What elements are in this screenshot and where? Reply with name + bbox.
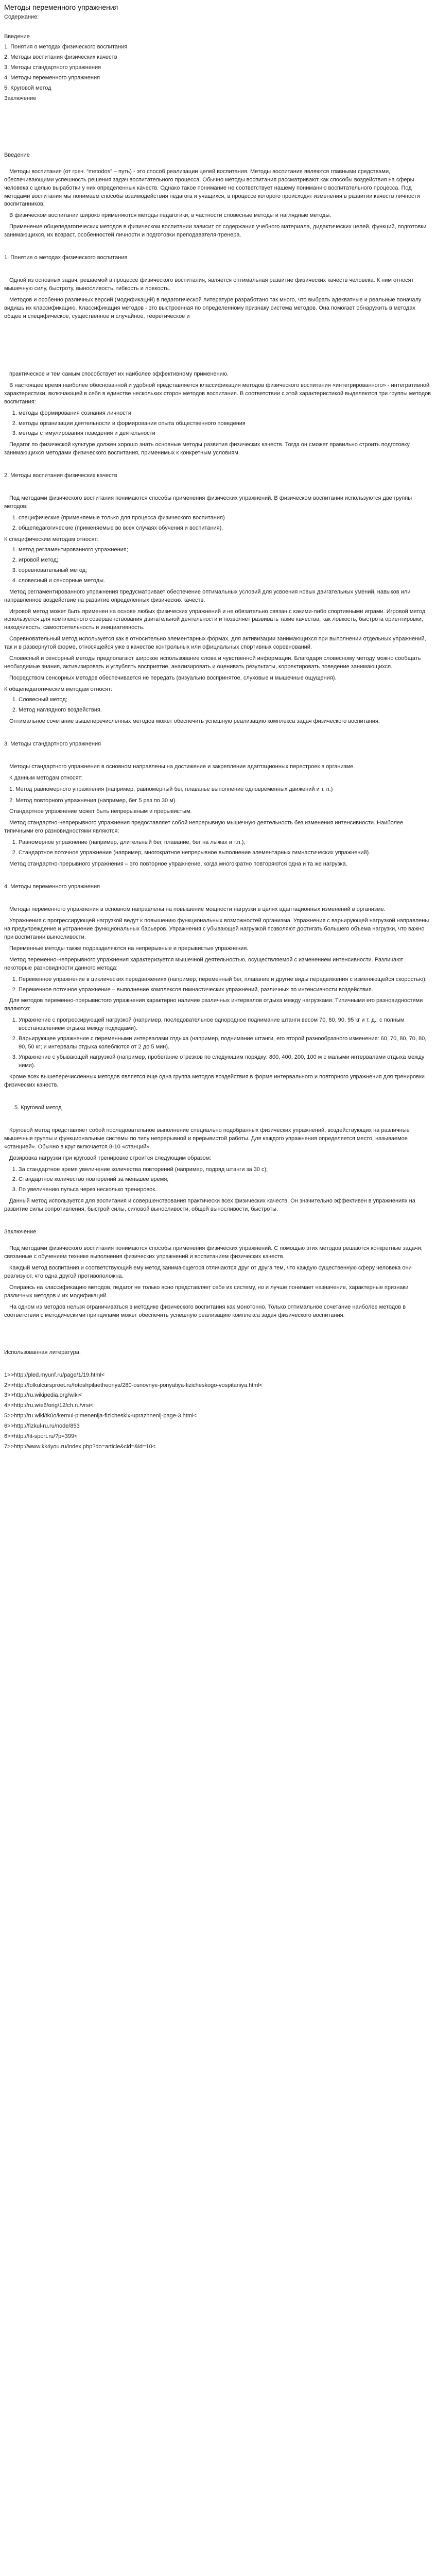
paragraph: К специфическим методам относят: bbox=[4, 536, 99, 543]
paragraph: Под методами физического воспитания понимаются способы применения физических упражнений. С помощью этих методов решаются конкретные задачи, связанные с обучением технике выполнения физических упражнений и воспитанием физических качеств. bbox=[4, 1245, 423, 1260]
paragraph: В физическом воспитании широко применяются методы педагогики, в частности словесные методы и наглядные методы. bbox=[9, 212, 332, 219]
section-heading: 4. Методы переменного упражнения bbox=[4, 884, 100, 890]
list-item: 1. Упражнение с прогрессирующей нагрузкой (например, последовательное однородное поднимание штанги весом 70, 80, 90, 95 кг и т. д., с полным восстановлением отдыха между подходами). bbox=[19, 1016, 432, 1033]
methods-list bbox=[4, 410, 432, 438]
reference-link[interactable]: 4>>http://ru.w/e6/orig/12/ch.ru/vrsi< bbox=[4, 1402, 94, 1409]
table-of-contents bbox=[4, 33, 432, 103]
toc-item[interactable]: 1. Понятия о методах физического воспитания bbox=[4, 44, 128, 50]
methods-list bbox=[4, 976, 432, 994]
list-item: 3. По увеличению пульса через несколько тренировок. bbox=[19, 1186, 432, 1194]
reference-link[interactable]: 6>>http://fizkul-ru.ru/node/853 bbox=[4, 1423, 80, 1430]
section-heading: 2. Методы воспитания физических качеств bbox=[4, 472, 117, 479]
list-item: 1. Метод равномерного упражнения (например, равномерный бег, плаванье выполнение одновременных движений и т. п.) bbox=[9, 786, 333, 792]
section-intro bbox=[4, 151, 432, 240]
list-item: 1. методы формирования сознания личности bbox=[19, 410, 432, 418]
list-item: 1. Переменное упражнение в циклических передвижениях (например, переменный бег, плавание и другие виды передвижения с изменяющейся скоростью); bbox=[19, 976, 432, 984]
list-item: 1. Равномерное упражнение (например, длительный бег, плавание, бег на лыжах и т.п.); bbox=[19, 839, 432, 847]
paragraph: Для методов переменно-прерывистого упражнения характерно наличие различных интервалов отдыха между нагрузками. Типичными его разновидностями являются: bbox=[4, 997, 423, 1012]
list-item: 2. Стандартное количество повторений за меньшее время; bbox=[19, 1176, 432, 1184]
paragraph: На одном из методов нельзя ограничиваться в методике физического воспитания как монотонно. Только оптимальное сочетание наиболее методов в соответствии с методическими принципами может обеспечить успешную реализацию комплекса задач физического воспитания. bbox=[4, 1303, 406, 1318]
list-item: 1. метод регламентированного упражнения; bbox=[19, 546, 432, 554]
methods-list bbox=[4, 514, 432, 533]
section-heading: Введение bbox=[4, 151, 30, 158]
paragraph: Метод регламентированного упражнения предусматривает обеспечение оптимальных условий для усвоения новых двигательных умений, навыков или направленное воздействие на развитие определенных физических качеств. bbox=[4, 588, 411, 603]
list-item: 2. Метод наглядного воздействия. bbox=[19, 706, 432, 715]
list-item: 3. соревновательный метод; bbox=[19, 567, 432, 575]
section-5 bbox=[4, 1104, 432, 1214]
paragraph: практическое и тем самым способствует их наиболее эффективному применению. bbox=[9, 370, 229, 377]
paragraph: Метод переменно-непрерывного упражнения характеризуется мышечной деятельностью, осуществляемой с изменением интенсивности. Различают некоторые разновидности данного метода: bbox=[4, 956, 404, 971]
paragraph: Методов и особенно различных версий (модификаций) в педагогической литературе разработано так много, что выбрать адекватные и реальные поначалу видишь их классификацию. Классификация методов - это выстроенная по определенному признаку система методов. Она помогает обнаружить в методах общее и специфическое, существенное и случайное, теоретическое и bbox=[4, 297, 422, 319]
list-item: 2. Метод повторного упражнения (например, бег 5 раз по 30 м). bbox=[9, 797, 177, 804]
reference-link[interactable]: 1>>http://pled.myunf.ru/page/1/19.html< bbox=[4, 1371, 105, 1378]
contents-label: Содержание: bbox=[4, 14, 39, 21]
list-item: 1. За стандартное время увеличение количества повторений (например, подряд штанги за 30 с); bbox=[19, 1166, 432, 1174]
paragraph: Педагог по физической культуре должен хорошо знать основные методы развития физических качеств. Тогда он сможет правильно строить подготовку занимающихся методами физического воспитания, применимых к конкретным условиям. bbox=[4, 442, 410, 456]
methods-list bbox=[4, 1016, 432, 1070]
paragraph: Словесный и сенсорный методы предполагают широкое использование слова и чувственной информации. Благодаря словесному методу можно сообщать необходимые знания, активизировать и углублять восприятие, анализировать и оценивать результаты, корректировать поведение занимающихся. bbox=[4, 655, 421, 670]
list-item: 1. специфические (применяемые только для процесса физического воспитания) bbox=[19, 514, 432, 522]
paragraph: Метод стандартно-непрерывного упражнения предоставляет собой непрерывную мышечную деятельность без изменения интенсивности. Наиболее типичными его разновидностями являются: bbox=[4, 820, 404, 835]
paragraph: Методы воспитания (от греч. “metodos” – путь) - это способ реализации целей воспитания. Методы воспитания являются главными средствами, обеспечивающими успешность решения задач воспитательного процесса. Обычно методы воспитания рассматривают как способы воздействия на сферы человека с целью выработки у них определенных качеств. Однако такое понимание не соответствует нашему пониманию воспитательного процесса. Под методами воспитания мы понимаем способы взаимодействия педагога и учащихся, в процессе которого происходят изменения в развитии качеств личности воспитанников. bbox=[4, 168, 420, 208]
list-item: 3. методы стимулирования поведения и деятельности bbox=[19, 430, 432, 438]
section-conclusion bbox=[4, 1228, 432, 1319]
methods-list bbox=[4, 546, 432, 585]
paragraph: Каждый метод воспитания и соответствующий ему метод занимающегося отличаются друг от друга тем, что каждую существенную сферу человека они реализуют, что одна другой противоположна. bbox=[4, 1265, 412, 1279]
paragraph: Под методами физического воспитания понимаются способы применения физических упражнений. В физическом воспитании используются две группы методов: bbox=[4, 495, 412, 510]
section-3 bbox=[4, 740, 432, 869]
section-heading: Использованная литература: bbox=[4, 1349, 81, 1355]
paragraph: Опираясь на классификацию методов, педагог не только ясно представляет себе их систему, но и лучше понимает назначение, характерные признаки различных методов и их модификаций. bbox=[4, 1284, 409, 1299]
list-item: 2. Стандартное поточное упражнение (например, многократное непрерывное выполнение элементарных гимнастических упражнений). bbox=[19, 849, 432, 857]
reference-link[interactable]: 6>>http://fit-sport.ru/?p=399< bbox=[4, 1433, 78, 1440]
paragraph: Круговой метод представляет собой последовательное выполнение специально подобранных физических упражнений, воздействующих на различные мышечные группы и функциональные системы по типу непрерывной и прерывистой работы. Для каждого упражнения определяется место, называемое «станцией». Обычно в круг включается 8-10 «станций». bbox=[4, 1127, 410, 1150]
section-heading: 3. Методы стандартного упражнения bbox=[4, 740, 101, 747]
methods-list bbox=[4, 696, 432, 715]
list-item: 2. Переменное поточное упражнение – выполнение комплексов гимнастических упражнений, различных по интенсивности воздействия. bbox=[19, 986, 432, 994]
section-references bbox=[4, 1349, 432, 1451]
list-item: 2. Варьирующее упражнение с переменными интервалами отдыха (например, поднимание штанги, его второй разнообразного изменения: 60, 70, 80, 70, 80, 90, 50 кг; и интервалы отдыха колеблются от 2 до 5 мин). bbox=[19, 1035, 432, 1052]
methods-list bbox=[4, 1166, 432, 1195]
paragraph: Стандартное упражнение может быть непрерывным и прерывистым. bbox=[9, 808, 192, 815]
section-1 bbox=[4, 254, 432, 457]
list-item: 3. Упражнение с убывающей нагрузкой (например, пробегание отрезков по следующим порядку: 800, 400, 200, 100 м с малыми интервалами отдыха между ними). bbox=[19, 1054, 432, 1070]
reference-link[interactable]: 7>>http://www.kk4you.ru/index.php?do=article&cid=​&id=10< bbox=[4, 1444, 156, 1450]
paragraph: Соревновательный метод используется как в относительно элементарных формах, для активизации занимающихся при выполнении отдельных упражнений, так и в развернутой форме, относящейся уже в качестве контрольных или официальных спортивных соревнований. bbox=[4, 636, 426, 651]
paragraph: Одной из основных задач, решаемой в процессе физического воспитания, является оптимальная развитие физических качеств человека. К ним относят мышечную силу, быстроту, выносливость, гибкость и ловкость. bbox=[4, 277, 414, 292]
section-heading: 1. Понятие о методах физического воспитания bbox=[4, 255, 128, 261]
paragraph: Дозировка нагрузки при круговой тренировке строится следующим образом: bbox=[9, 1155, 212, 1161]
paragraph: Упражнения с прогрессирующей нагрузкой ведут к повышению функциональных возможностей организма. Упражнения с варьирующей нагрузкой направлены на предупреждение и устранение функциональных барьеров. Упражнения с убывающей нагрузкой позволяют достигать большего объема нагрузки, что важно при воспитании выносливости. bbox=[4, 917, 429, 940]
section-4 bbox=[4, 883, 432, 1090]
list-item: 4. словесный и сенсорные методы. bbox=[19, 577, 432, 585]
list-item: 2. игровой метод; bbox=[19, 556, 432, 565]
paragraph: Игровой метод может быть применен на основе любых физических упражнений и не обязательно связан с какими-либо спортивными играми. Игровой метод используется для комплексного совершенствования двигательной деятельности и позволяет развивать такие качества, как ловкость, быстрота ориентировки, находчивость, самостоятельность и инициативность. bbox=[4, 608, 426, 631]
paragraph: Переменные методы также подразделяются на непрерывные и прерывистые упражнения. bbox=[9, 945, 249, 952]
paragraph: Методы переменного упражнения в основном направлены на повышение мощности нагрузки в целях адаптационных изменений в организме. bbox=[9, 906, 386, 913]
toc-item[interactable]: Введение bbox=[4, 33, 30, 40]
toc-item[interactable]: 4. Методы переменного упражнения bbox=[4, 74, 100, 81]
paragraph: Данный метод используется для воспитания и совершенствования практически всех физических качеств. Он значительно эффективен в упражнениях на развитие силы сопротивления, быстрой силы, силовой выносливости, общей выносливости, быстроты. bbox=[4, 1198, 415, 1213]
paragraph: Кроме всех вышеперечисленных методов является еще одна группа методов воздействия в форме интервального и повторного упражнения для тренировки физических качеств. bbox=[4, 1073, 425, 1088]
paragraph: К общепедагогическим методам относят: bbox=[4, 686, 113, 693]
section-heading: Заключение bbox=[4, 1229, 37, 1235]
toc-item[interactable]: Заключение bbox=[4, 95, 37, 101]
reference-link[interactable]: 5>>http://ru.wiki/tk0o/kernul-pimenenija-fizicheskix-uprazhnenij-page-3.html< bbox=[4, 1413, 197, 1419]
reference-link[interactable]: 2>>http://folkulcursproet.ru/fotoshpilaetheoriya/280-osnovnye-ponyatiya-fizicheskogo-vospitaniya.html< bbox=[4, 1382, 263, 1388]
list-item: 1. Словесный метод; bbox=[19, 696, 432, 704]
page-title: Методы переменного упражнения bbox=[4, 3, 118, 11]
paragraph: К данным методам относят: bbox=[9, 774, 83, 781]
paragraph: Посредством сенсорных методов обеспечивается не передать (визуально воспринятое, слуховые и мышечные ощущения). bbox=[9, 675, 337, 682]
toc-item[interactable]: 3. Методы стандартного упражнения bbox=[4, 64, 101, 71]
paragraph: Методы стандартного упражнения в основном направлены на достижение и закрепление адаптационных перестроек в организме. bbox=[9, 763, 355, 770]
section-2 bbox=[4, 472, 432, 726]
paragraph: В настоящее время наиболее обоснованной и удобной представляется классификация методов физического воспитания «интегрированного» - интегративной характеристики, включающей в себя в единстве нескольких сторон методов воспитания. В соответствии с этой характеристикой выделяются три группы методов воспитания: bbox=[4, 382, 431, 405]
toc-item[interactable]: 2. Методы воспитания физических качеств bbox=[4, 54, 117, 61]
list-item: 2. общепедагогические (применяемые во всех случаях обучения и воспитания). bbox=[19, 524, 432, 533]
section-heading: 5. Круговой метод bbox=[14, 1104, 62, 1111]
list-item: 2. методы организации деятельности и формирования опыта общественного поведения bbox=[19, 420, 432, 428]
paragraph: Оптимальное сочетание вышеперечисленных методов может обеспечить успешную реализацию комплекса задач физического воспитания. bbox=[9, 718, 380, 724]
methods-list bbox=[4, 839, 432, 857]
toc-item[interactable]: 5. Круговой метод bbox=[4, 84, 51, 91]
paragraph: Применение общепедагогических методов в физическом воспитании зависит от содержания учебного материала, дидактических целей, функций, подготовки занимающихся, их возраст, особенностей личности и подготовки преподавателя-тренера. bbox=[4, 224, 427, 239]
reference-link[interactable]: 3>>http://ru.wikipedia.org/wiki< bbox=[4, 1392, 82, 1399]
paragraph: Метод стандартно-прерывного упражнения – это повторное упражнение, когда многократно повторяются одна и та же нагрузка. bbox=[9, 861, 347, 868]
